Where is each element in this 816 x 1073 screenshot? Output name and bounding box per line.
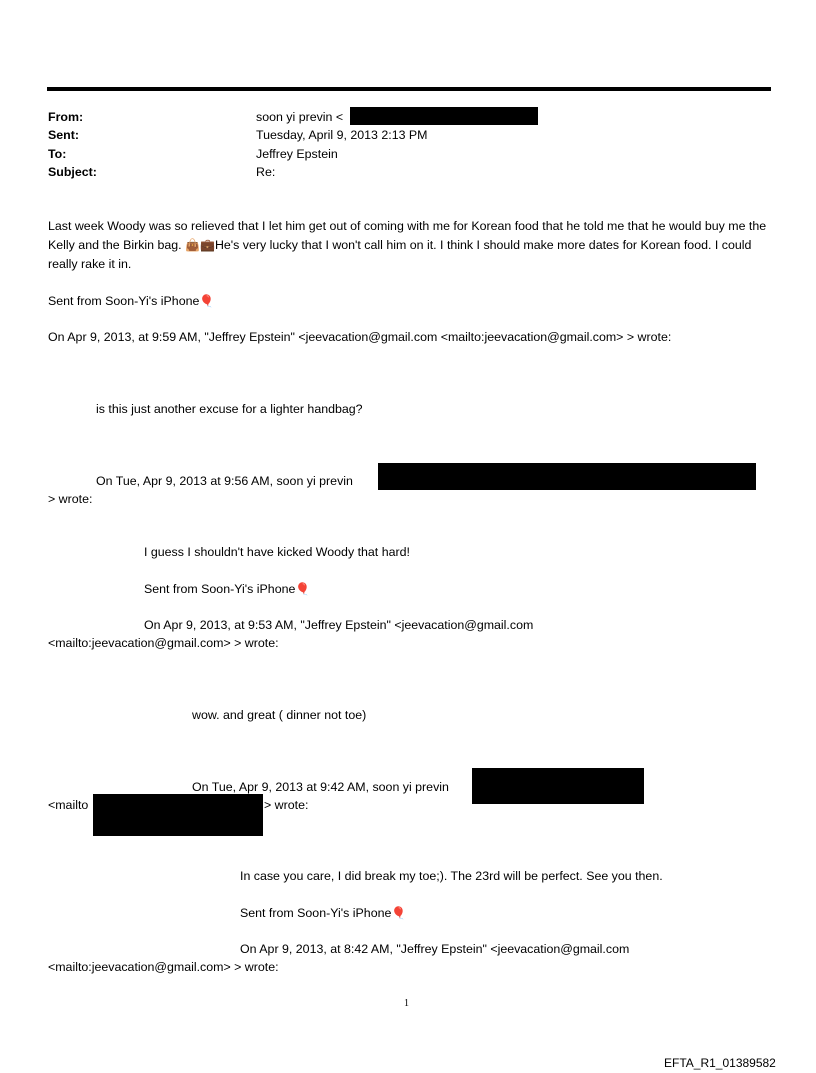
balloon-icon: 🎈 (199, 294, 215, 308)
sent-value: Tuesday, April 9, 2013 2:13 PM (256, 128, 428, 142)
quote-header-4b1: <mailto (48, 798, 89, 812)
subject-label: Subject: (48, 165, 97, 179)
quote-header-2a: On Tue, Apr 9, 2013 at 9:56 AM, soon yi previn (96, 474, 353, 488)
signature-text-3: Sent from Soon-Yi's iPhone (240, 906, 392, 920)
quote-header-3b: <mailto:jeevacation@gmail.com> > wrote: (48, 636, 279, 650)
redaction-sender-email-1 (378, 463, 756, 490)
message-paragraph (48, 217, 773, 274)
reply-1: is this just another excuse for a lighter handbag? (96, 402, 363, 416)
from-label: From: (48, 110, 84, 124)
reply-4: In case you care, I did break my toe;). The 23rd will be perfect. See you then. (240, 869, 663, 883)
signature-line (48, 292, 214, 310)
redaction-from-email (350, 107, 538, 125)
reply-2: I guess I shouldn't have kicked Woody that hard! (144, 545, 410, 559)
signature-line-2 (144, 580, 310, 598)
header-divider (47, 87, 771, 91)
to-label: To: (48, 147, 67, 161)
subject-value: Re: (256, 165, 276, 179)
quote-header-1: On Apr 9, 2013, at 9:59 AM, "Jeffrey Epstein" <jeevacation@gmail.com <mailto:jeevacation@gmail.com> > wrote: (48, 330, 672, 344)
page-number: 1 (404, 998, 409, 1009)
signature-line-3 (240, 904, 406, 922)
quote-header-5b: <mailto:jeevacation@gmail.com> > wrote: (48, 960, 279, 974)
message-text-a: Last week Woody was so relieved that I let him get out of coming with me for Korean food that he told me that he would buy me the Kelly and the Birkin bag. (48, 219, 767, 252)
quote-header-2b: > wrote: (48, 492, 93, 506)
signature-text: Sent from Soon-Yi's iPhone (48, 294, 200, 308)
quote-header-4b2: > wrote: (264, 798, 309, 812)
reply-3: wow. and great ( dinner not toe) (192, 708, 367, 722)
handbag-briefcase-icon: 👜💼 (185, 238, 215, 252)
quote-header-3a: On Apr 9, 2013, at 9:53 AM, "Jeffrey Epstein" <jeevacation@gmail.com (144, 618, 534, 632)
document-id: EFTA_R1_01389582 (664, 1056, 776, 1070)
signature-text-2: Sent from Soon-Yi's iPhone (144, 582, 296, 596)
message-text-b: He's very lucky that I won't call him on it. I think I should make more dates for Korean food. I could really rake it in. (48, 238, 752, 271)
from-value: soon yi previn < (256, 110, 344, 124)
to-value: Jeffrey Epstein (256, 147, 338, 161)
redaction-mailto-email (93, 794, 263, 836)
sent-label: Sent: (48, 128, 79, 142)
balloon-icon: 🎈 (391, 906, 407, 920)
quote-header-5a: On Apr 9, 2013, at 8:42 AM, "Jeffrey Epstein" <jeevacation@gmail.com (240, 942, 630, 956)
redaction-sender-email-2 (472, 768, 644, 804)
balloon-icon: 🎈 (295, 582, 311, 596)
quote-header-4a: On Tue, Apr 9, 2013 at 9:42 AM, soon yi previn (192, 780, 449, 794)
